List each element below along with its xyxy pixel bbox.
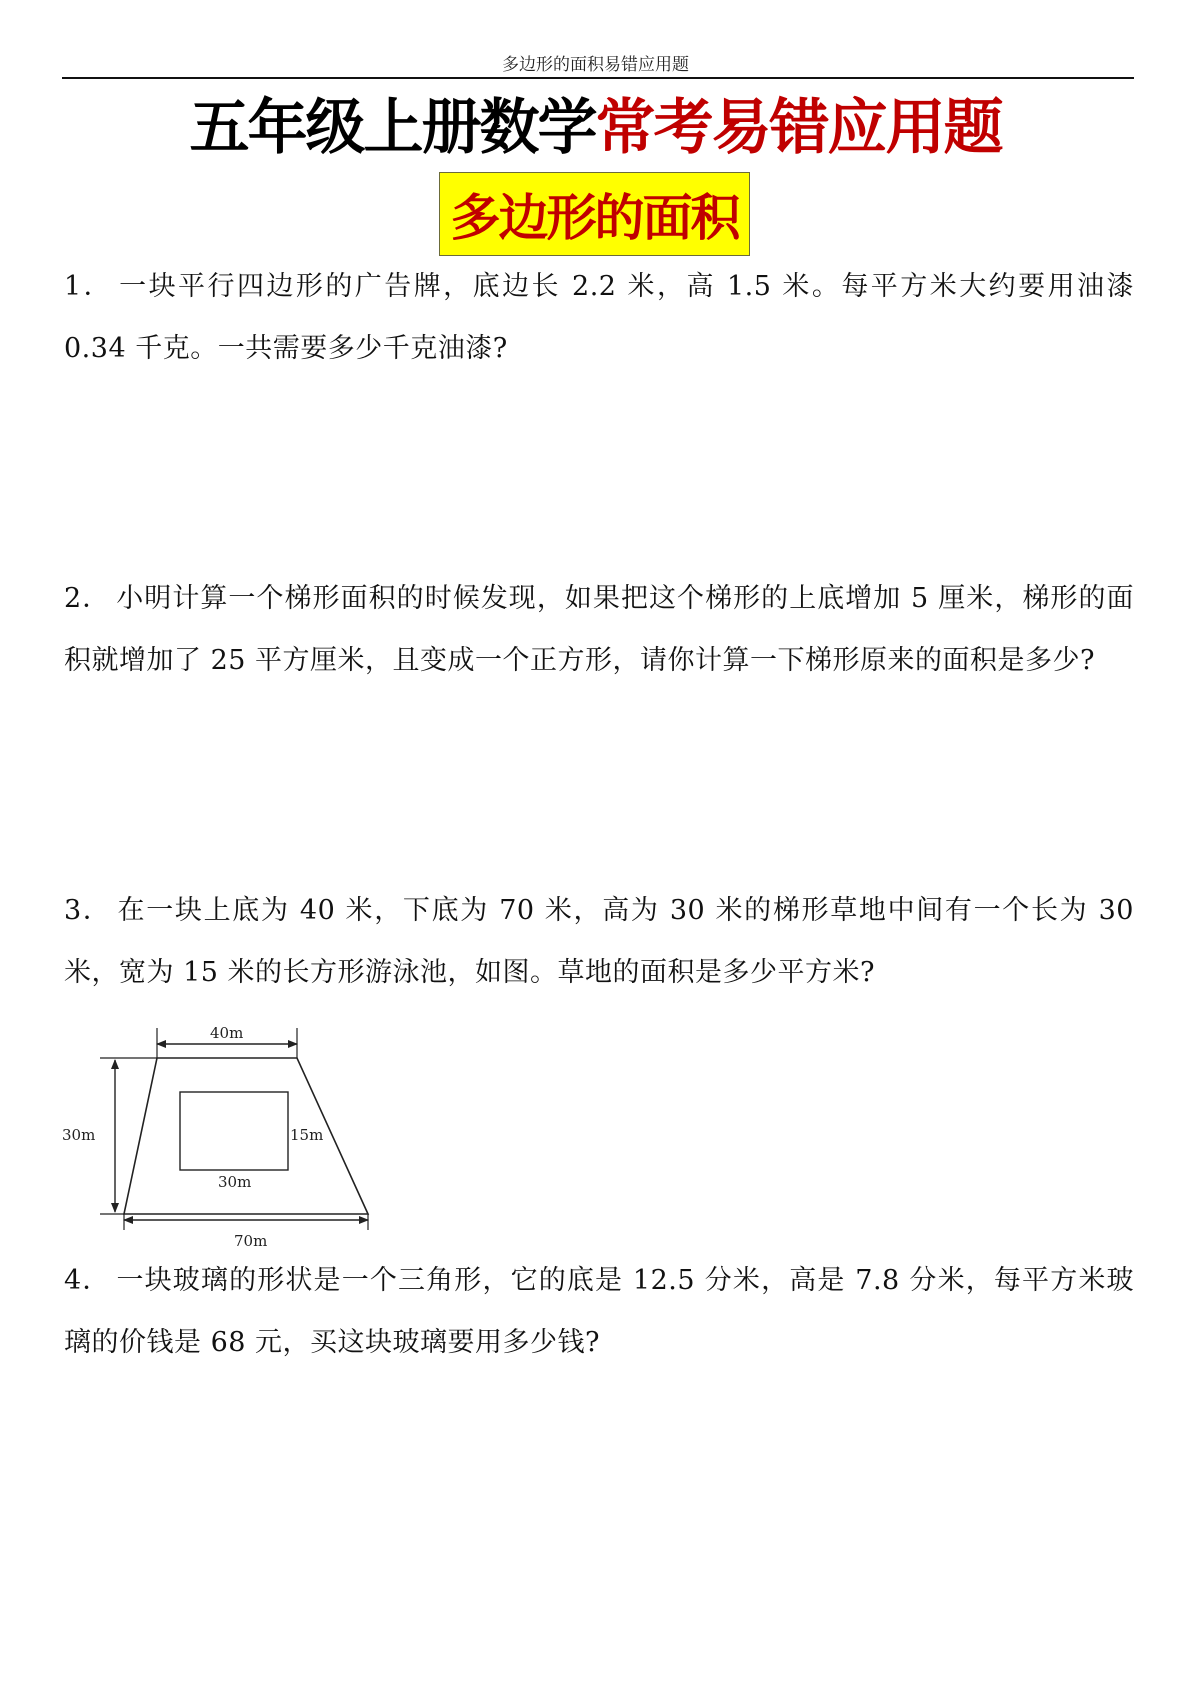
label-bottom-base: 70m: [234, 1232, 268, 1250]
question-number: 4．: [64, 1265, 111, 1296]
question-3: [64, 880, 1134, 1004]
subtitle-box: [439, 172, 750, 256]
subtitle: 多边形的面积: [450, 189, 739, 247]
question-4: [64, 1250, 1134, 1374]
question-number: 3．: [64, 895, 112, 926]
trapezoid-diagram-icon: [60, 1020, 390, 1250]
question-number: 1．: [64, 271, 114, 302]
label-top-base: 40m: [210, 1024, 244, 1042]
label-rect-length: 30m: [218, 1173, 252, 1191]
question-number: 2．: [64, 583, 111, 614]
question-text: 小明计算一个梯形面积的时候发现，如果把这个梯形的上底增加 5 厘米，梯形的面积就增加了 25 平方厘米，且变成一个正方形，请你计算一下梯形原来的面积是多少?: [64, 583, 1134, 676]
running-header: 多边形的面积易错应用题: [502, 55, 689, 75]
page-title-red: 常考易错应用题: [595, 93, 1002, 163]
trapezoid-figure: [60, 1020, 390, 1250]
question-2: [64, 568, 1134, 692]
page-title-black: 五年级上册数学: [189, 93, 596, 163]
question-text: 一块平行四边形的广告牌，底边长 2.2 米，高 1.5 米。每平方米大约要用油漆 0.34 千克。一共需要多少千克油漆?: [64, 271, 1134, 364]
header-rule: [62, 77, 1134, 79]
label-rect-width: 15m: [290, 1126, 324, 1144]
question-1: [64, 256, 1134, 380]
label-height: 30m: [62, 1126, 96, 1144]
question-text: 在一块上底为 40 米，下底为 70 米，高为 30 米的梯形草地中间有一个长为 30 米，宽为 15 米的长方形游泳池，如图。草地的面积是多少平方米?: [64, 895, 1134, 988]
page-title: [0, 92, 1191, 164]
question-text: 一块玻璃的形状是一个三角形，它的底是 12.5 分米，高是 7.8 分米，每平方米玻璃的价钱是 68 元，买这块玻璃要用多少钱?: [64, 1265, 1134, 1358]
